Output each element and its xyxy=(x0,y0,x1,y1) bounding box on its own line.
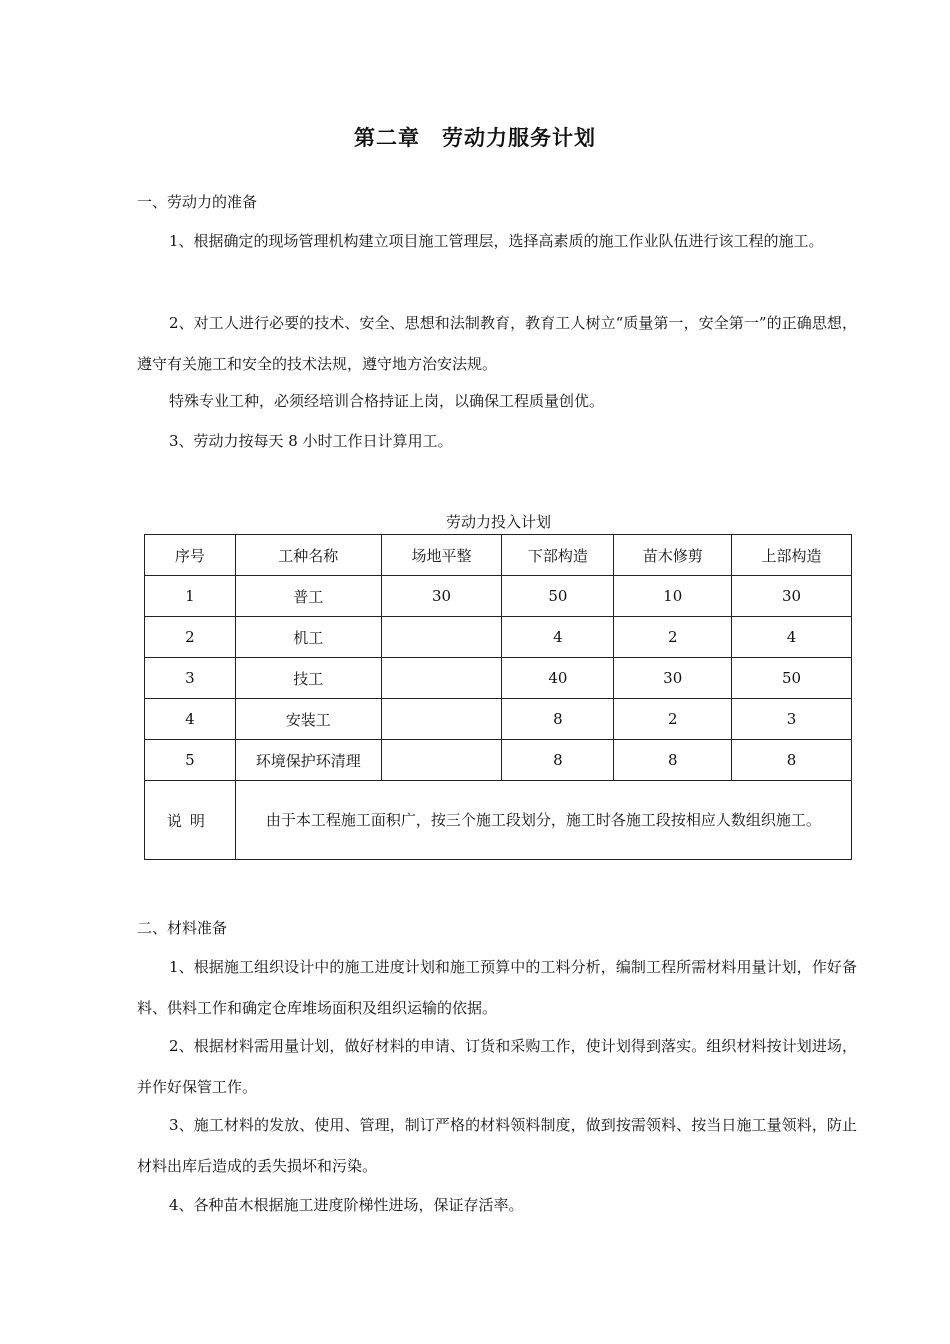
section2-paragraph-1: 1、根据施工组织设计中的施工进度计划和施工预算中的工料分析，编制工程所需材料用量计划，作好备料、供料工作和确定仓库堆场面积及组织运输的依据。 xyxy=(137,958,857,1017)
section1-heading: 一、劳动力的准备 xyxy=(137,193,258,211)
table-caption: 劳动力投入计划 xyxy=(445,513,551,531)
table-cell: 普工 xyxy=(235,576,381,617)
table-cell: 50 xyxy=(502,576,614,617)
section1-paragraph-2: 2、对工人进行必要的技术、安全、思想和法制教育，教育工人树立“质量第一，安全第一”的正确思想，遵守有关施工和安全的技术法规，遵守地方治安法规。 xyxy=(137,314,857,373)
table-cell: 3 xyxy=(732,699,852,740)
chapter-title: 第二章 劳动力服务计划 xyxy=(354,125,596,150)
section2-paragraph-4: 4、各种苗木根据施工进度阶梯性进场，保证存活率。 xyxy=(169,1196,524,1214)
table-cell xyxy=(381,699,502,740)
table-cell: 技工 xyxy=(235,658,381,699)
table-cell: 4 xyxy=(732,617,852,658)
table-cell: 8 xyxy=(502,740,614,781)
section2-heading: 二、材料准备 xyxy=(137,919,228,937)
note-text: 由于本工程施工面积广，按三个施工段划分，施工时各施工段按相应人数组织施工。 xyxy=(235,781,851,860)
table-cell: 40 xyxy=(502,658,614,699)
table-header-row xyxy=(145,535,852,576)
table-cell: 3 xyxy=(145,658,236,699)
labor-plan-table xyxy=(144,534,852,860)
table-cell: 8 xyxy=(732,740,852,781)
table-cell: 30 xyxy=(381,576,502,617)
table-row xyxy=(145,740,852,781)
table-cell: 5 xyxy=(145,740,236,781)
header-cell: 苗木修剪 xyxy=(614,535,732,576)
table-cell: 4 xyxy=(145,699,236,740)
table-row xyxy=(145,617,852,658)
table-cell: 10 xyxy=(614,576,732,617)
header-cell: 序号 xyxy=(145,535,236,576)
section1-paragraph-3: 特殊专业工种，必须经培训合格持证上岗，以确保工程质量创优。 xyxy=(169,392,605,410)
table-cell xyxy=(381,740,502,781)
table-cell xyxy=(381,617,502,658)
table-cell: 1 xyxy=(145,576,236,617)
table-cell: 30 xyxy=(614,658,732,699)
table-cell: 8 xyxy=(614,740,732,781)
section1-paragraph-4: 3、劳动力按每天 8 小时工作日计算用工。 xyxy=(169,432,453,450)
table-cell: 8 xyxy=(502,699,614,740)
table-cell: 4 xyxy=(502,617,614,658)
section2-paragraph-3: 3、施工材料的发放、使用、管理，制订严格的材料领料制度，做到按需领料、按当日施工量领料，防止材料出库后造成的丢失损坏和污染。 xyxy=(137,1116,857,1175)
table-note-row xyxy=(145,781,852,860)
table-cell: 2 xyxy=(145,617,236,658)
table-cell xyxy=(381,658,502,699)
note-label: 说明 xyxy=(145,781,236,860)
table-cell: 环境保护环清理 xyxy=(235,740,381,781)
table-row xyxy=(145,658,852,699)
table-cell: 2 xyxy=(614,617,732,658)
table-cell: 30 xyxy=(732,576,852,617)
table-cell: 安装工 xyxy=(235,699,381,740)
header-cell: 下部构造 xyxy=(502,535,614,576)
table-cell: 2 xyxy=(614,699,732,740)
table-row xyxy=(145,576,852,617)
table-cell: 机工 xyxy=(235,617,381,658)
section1-paragraph-1: 1、根据确定的现场管理机构建立项目施工管理层，选择高素质的施工作业队伍进行该工程的施工。 xyxy=(169,232,824,250)
table-cell: 50 xyxy=(732,658,852,699)
header-cell: 场地平整 xyxy=(381,535,502,576)
header-cell: 工种名称 xyxy=(235,535,381,576)
section2-paragraph-2: 2、根据材料需用量计划，做好材料的申请、订货和采购工作，使计划得到落实。组织材料按计划进场，并作好保管工作。 xyxy=(137,1037,857,1096)
header-cell: 上部构造 xyxy=(732,535,852,576)
table-row xyxy=(145,699,852,740)
